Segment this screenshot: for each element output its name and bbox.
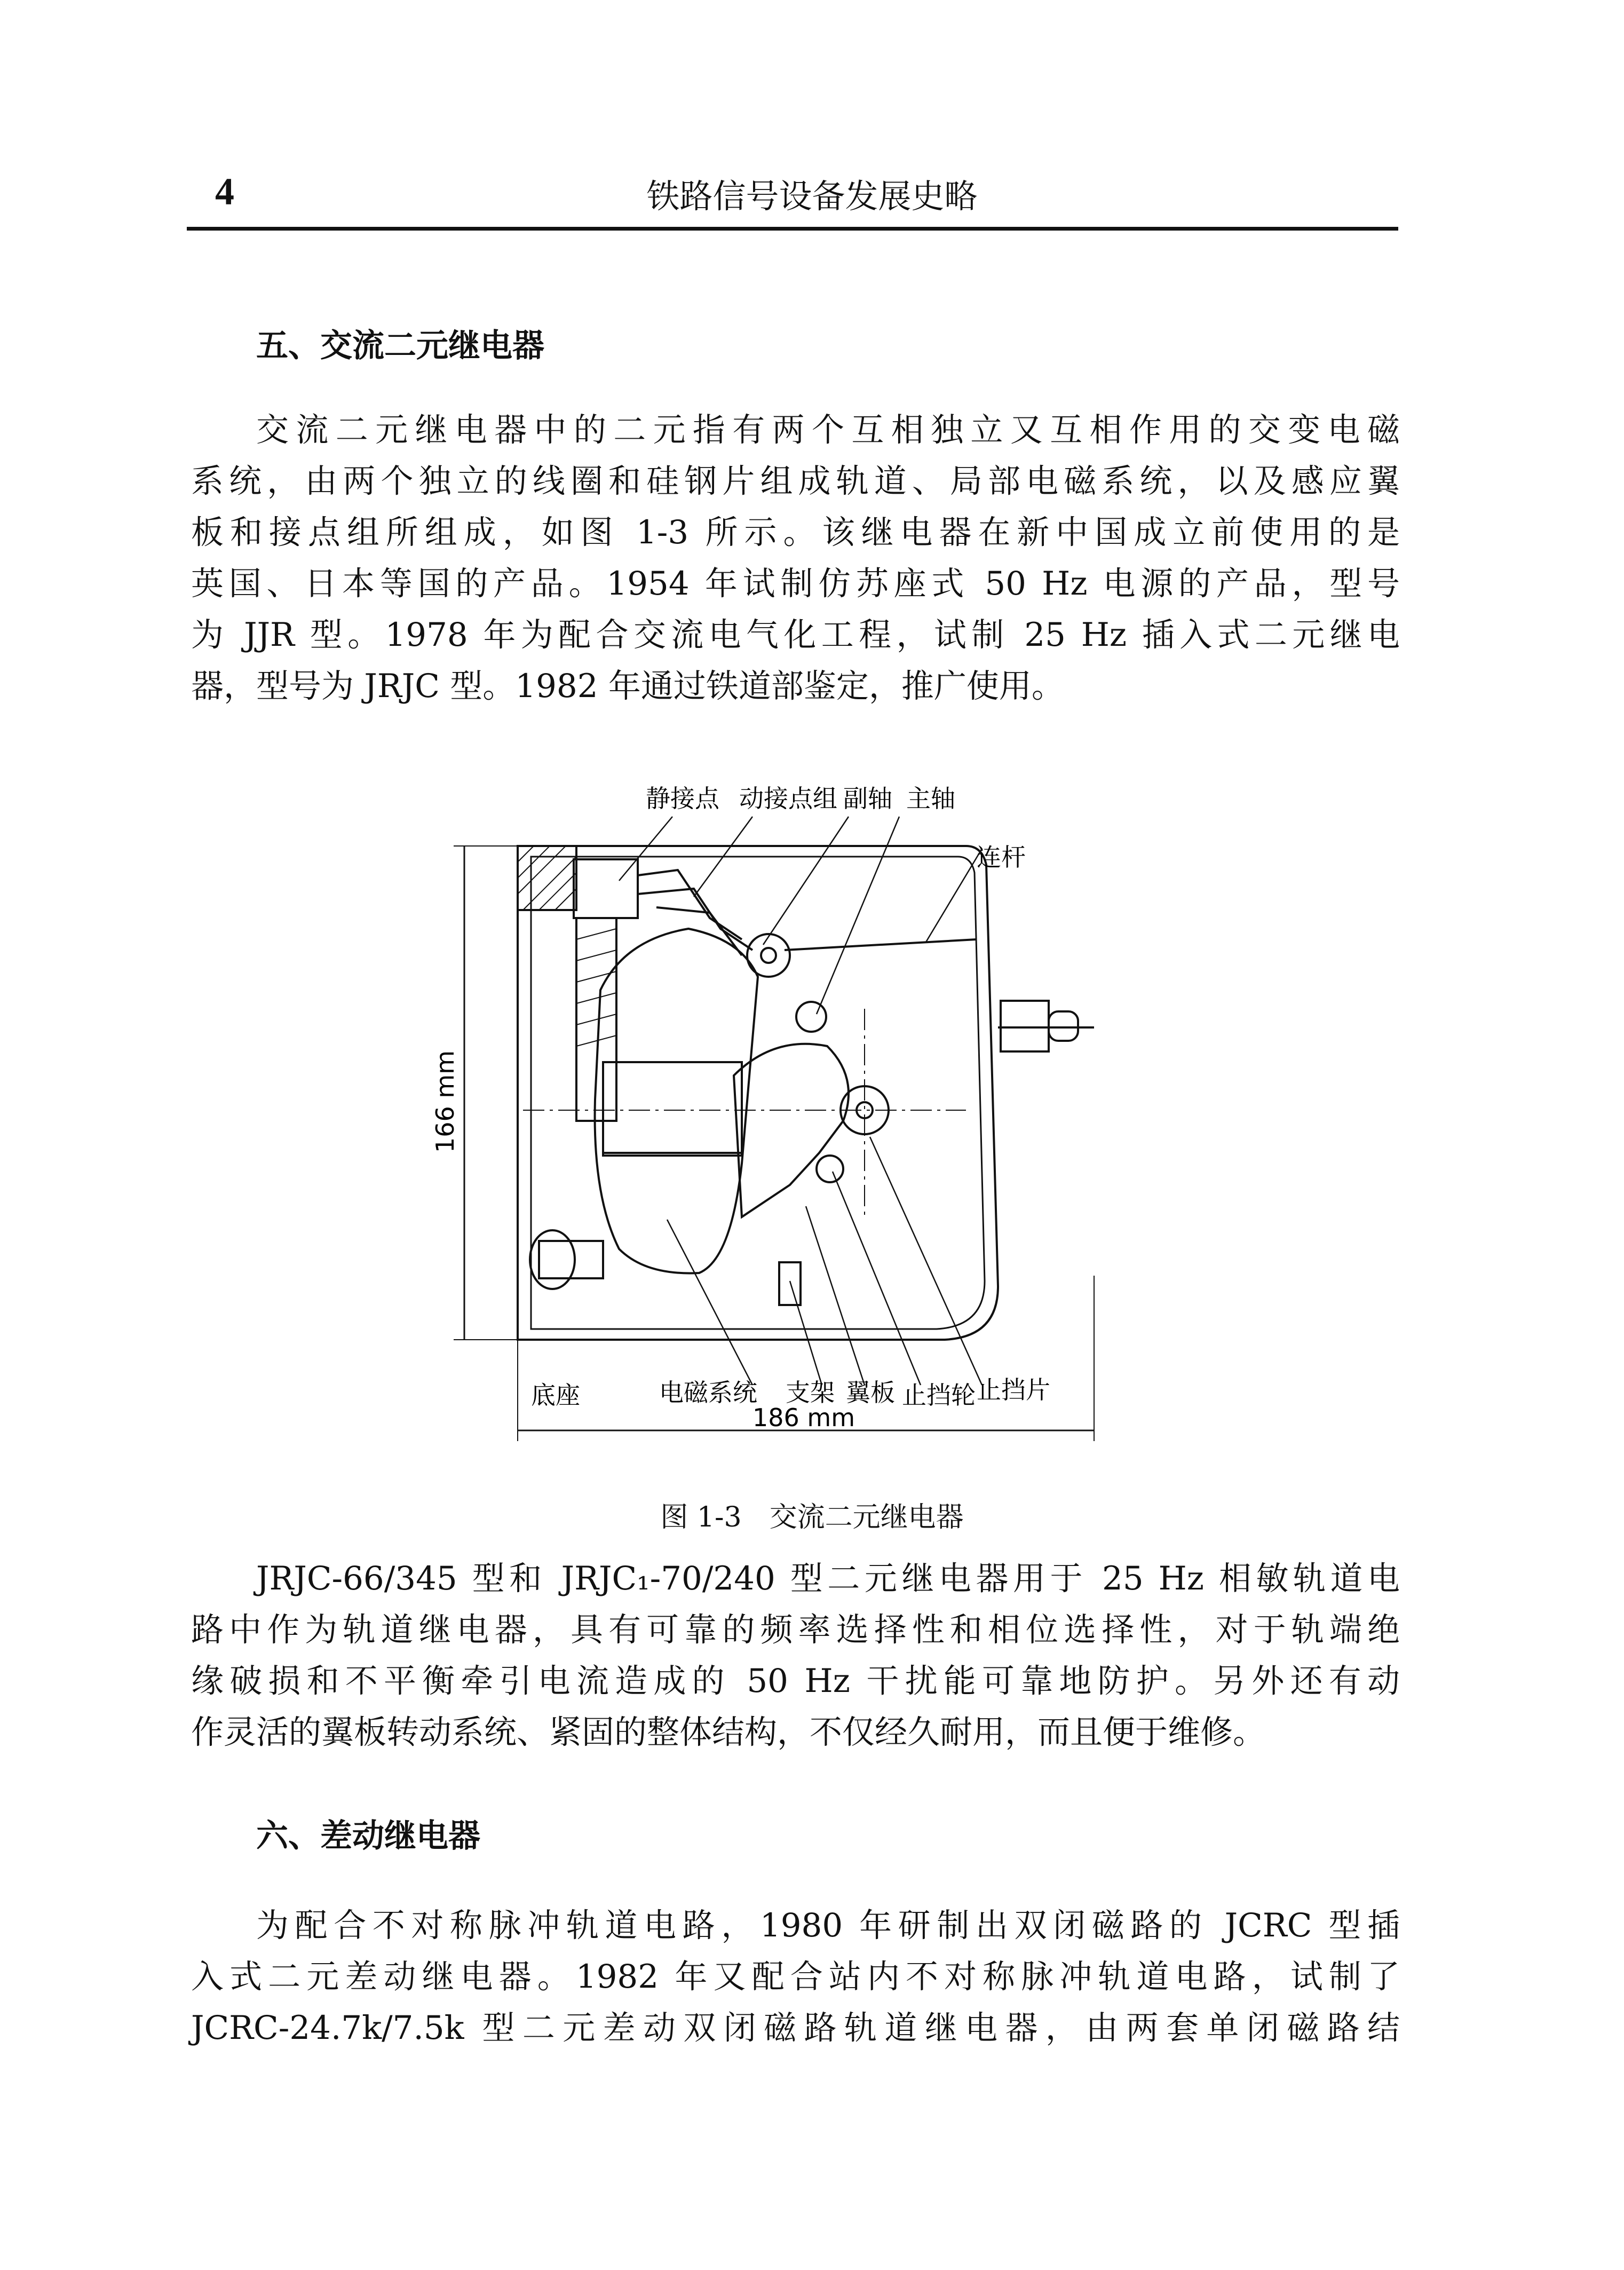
label-base: 底座 [531, 1381, 580, 1410]
text-line: 交流二元继电器中的二元指有两个互相独立又互相作用的交变电磁 [256, 411, 1400, 449]
text-line: JRJC-66/345 型和 JRJC₁-70/240 型二元继电器用于 25 Hz 相敏轨道电 [256, 1560, 1400, 1597]
label-main-shaft: 主轴 [906, 784, 955, 813]
section-heading-6: 六、差动继电器 [256, 1817, 480, 1855]
housing-inner-outline [531, 857, 985, 1329]
stop-wheel [817, 1156, 843, 1182]
text-line: 路中作为轨道继电器，具有可靠的频率选择性和相位选择性，对于轨端绝 [191, 1611, 1400, 1649]
text-line: 为配合不对称脉冲轨道电路，1980 年研制出双闭磁路的 JCRC 型插 [256, 1907, 1400, 1944]
text-line: 板和接点组所组成，如图 1-3 所示。该继电器在新中国成立前使用的是 [191, 513, 1400, 551]
running-header-title: 铁路信号设备发展史略 [646, 177, 978, 216]
label-height-dimension: 166 mm [431, 1050, 460, 1153]
section6-paragraph [191, 1900, 1400, 2054]
static-contact-block [574, 859, 638, 918]
bracket-block [779, 1262, 801, 1305]
text-line: JCRC-24.7k/7.5k 型二元差动双闭磁路轨道继电器，由两套单闭磁路结 [191, 2009, 1400, 2047]
connector-housing [1001, 1001, 1049, 1051]
label-em-system: 电磁系统 [659, 1378, 757, 1407]
label-stop-wheel: 止挡轮 [902, 1381, 976, 1410]
text-line: 器，型号为 JRJC 型。1982 年通过铁道部鉴定，推广使用。 [191, 667, 1064, 705]
text-line: 缘破损和不平衡牵引电流造成的 50 Hz 干扰能可靠地防护。另外还有动 [191, 1662, 1400, 1700]
relay-technical-drawing [431, 779, 1110, 1473]
label-stop-plate: 止挡片 [977, 1375, 1050, 1404]
section-heading-5: 五、交流二元继电器 [256, 327, 544, 365]
label-aux-shaft: 副轴 [843, 784, 892, 813]
header-rule [187, 227, 1398, 231]
em-coil [603, 1062, 742, 1156]
hatched-wall-top [518, 846, 576, 910]
main-shaft-circle [796, 1002, 826, 1032]
label-static-contact: 静接点 [646, 784, 719, 813]
base-screw [530, 1230, 575, 1289]
text-line: 作灵活的翼板转动系统、紧固的整体结构，不仅经久耐用，而且便于维修。 [191, 1713, 1266, 1751]
figure-caption: 图 1-3 交流二元继电器 [660, 1501, 964, 1533]
vane-shape [734, 1044, 849, 1217]
housing-outline [518, 846, 998, 1340]
paragraph-relay-models [191, 1553, 1400, 1758]
text-line: 入式二元差动继电器。1982 年又配合站内不对称脉冲轨道电路，试制了 [191, 1958, 1400, 1996]
label-bracket: 支架 [786, 1378, 835, 1407]
label-moving-contact-group: 动接点组 [739, 784, 837, 813]
text-line: 系统，由两个独立的线圈和硅钢片组成轨道、局部电磁系统，以及感应翼 [191, 462, 1400, 500]
connecting-rod-line [785, 939, 977, 950]
label-vane: 翼板 [846, 1378, 895, 1407]
text-line: 为 JJR 型。1978 年为配合交流电气化工程，试制 25 Hz 插入式二元继电 [191, 616, 1400, 654]
label-connecting-rod: 连杆 [977, 843, 1026, 872]
label-width-dimension: 186 mm [752, 1403, 855, 1432]
em-core-outline [595, 929, 758, 1273]
section5-paragraph [191, 405, 1400, 712]
page-number: 4 [215, 170, 234, 213]
text-line: 英国、日本等国的产品。1954 年试制仿苏座式 50 Hz 电源的产品，型号 [191, 565, 1400, 603]
